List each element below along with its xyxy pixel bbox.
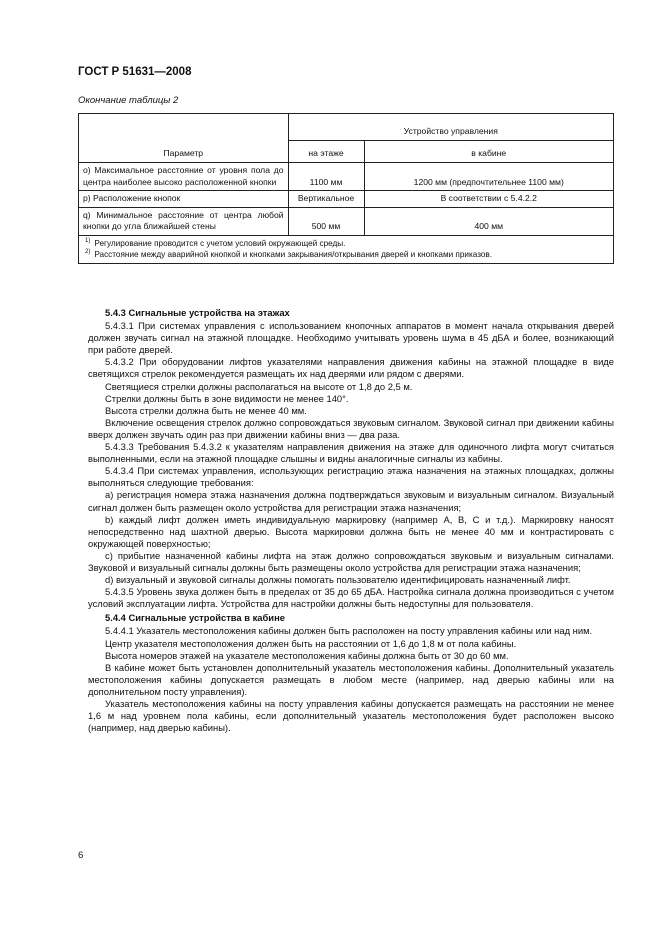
footnote-mark: 2) [85,249,91,256]
section-heading: 5.4.4 Сигнальные устройства в кабине [105,612,285,624]
paragraph: Высота стрелки должна быть не менее 40 мм. [105,404,307,416]
table-cell-floor: Вертикальное [288,191,364,208]
paragraph: Включение освещения стрелок должно сопровождаться звуковым сигналом. Звуковой сигнал при движении кабины вверх должен звучать один раз при движении кабины вниз — два раза. [88,416,614,440]
table-footnotes [79,235,614,263]
table-caption: Окончание таблицы 2 [78,95,179,106]
paragraph: 5.4.3.2 При оборудовании лифтов указателями направления движения кабины на этажной площадке в виде светящихся стрелок рекомендуется размещать их над дверями или рядом с дверями. [88,356,614,380]
table-header-device: Устройство управления [288,114,613,141]
table-cell-param: q) Минимальное расстояние от центра любой кнопки до угла ближайшей стены [79,207,289,235]
list-item: а) регистрация номера этажа назначения должна подтверждаться звуковым и визуальным сигналом. Визуальный сигнал должен быть размещен около устройства для регистрации этажа назначения; [88,489,614,513]
paragraph: 5.4.3.3 Требования 5.4.3.2 к указателям направления движения на этаже для одиночного лифта могут считаться выполненными, если на этажной площадке слышны и видны аналогичные сигналы из кабины. [88,441,614,465]
table-cell-floor: 1100 мм [288,163,364,191]
paragraph: Указатель местоположения кабины на посту управления кабины допускается размещать на расстоянии не менее 1,6 м над уровнем пола кабины, если дополнительный указатель местоположения будет расположен высоко (например, над дверью кабины). [88,698,614,734]
table-row [79,191,614,208]
table-header-cabin: в кабине [364,141,614,163]
table-cell-floor: 500 мм [288,207,364,235]
paragraph: Высота номеров этажей на указателе местоположения кабины должна быть от 30 до 60 мм. [105,649,509,661]
table-cell-cabin: В соответствии с 5.4.2.2 [364,191,614,208]
table-cell-cabin: 400 мм [364,207,614,235]
paragraph: Центр указателя местоположения должен быть на расстоянии от 1,6 до 1,8 м от пола кабины. [105,637,517,649]
section-heading: 5.4.3 Сигнальные устройства на этажах [105,307,290,318]
paragraph: Стрелки должны быть в зоне видимости не менее 140°. [105,392,349,404]
table-header-floor: на этаже [288,141,364,163]
footnote-text: Регулирование проводится с учетом условий окружающей среды. [94,238,346,248]
parameters-table [78,113,614,264]
table-cell-cabin: 1200 мм (предпочтительнее 1100 мм) [364,163,614,191]
list-item: d) визуальный и звуковой сигналы должны помогать пользователю идентифицировать назначенный лифт. [105,574,571,586]
paragraph: Светящиеся стрелки должны располагаться на высоте от 1,8 до 2,5 м. [105,380,413,392]
paragraph: 5.4.3.5 Уровень звука должен быть в пределах от 35 до 65 дБА. Настройка сигнала должна производиться с учетом условий эксплуатации лифта. Устройства для настройки должны быть недоступны для пользователя. [88,586,614,610]
table-cell-param: о) Максимальное расстояние от уровня пола до центра наиболее высоко расположенной кнопки [79,163,289,191]
table-cell-param: р) Расположение кнопок [79,191,289,208]
page-number: 6 [78,850,84,861]
footnote-mark: 1) [85,238,91,245]
list-item: с) прибытие назначенной кабины лифта на этаж должно сопровождаться звуковым и визуальным сигналами. Звуковой и визуальный сигналы должны быть размещены около устройства для регистрации этажа назначения; [88,549,614,573]
paragraph: 5.4.4.1 Указатель местоположения кабины должен быть расположен на посту управления кабины или над ним. [105,625,593,637]
paragraph: 5.4.3.1 При системах управления с использованием кнопочных аппаратов в момент начала открывания дверей должен звучать сигнал на этажной площадке. Необходимо учитывать уровень шума в 45 дБА и более, возникающий при работе дверей. [88,320,614,356]
paragraph: В кабине может быть установлен дополнительный указатель местоположения кабины. Дополнительный указатель местоположения кабины допускается размещать в любом месте (например, над дверью кабины или на дополнительном посту управления). [88,661,614,697]
document-header: ГОСТ Р 51631—2008 [78,66,192,78]
table-row [79,163,614,191]
paragraph: 5.4.3.4 При системах управления, использующих регистрацию этажа назначения на этажных площадках, должны выполняться следующие требования: [88,465,614,489]
table-header-parameter: Параметр [79,114,289,163]
footnote [85,249,607,260]
body-text [88,307,614,734]
list-item: b) каждый лифт должен иметь индивидуальную маркировку (например А, В, С и т.д.). Маркировку наносят непосредственно над шахтной дверью. Высота маркировки должна быть не менее 40 мм и контрастировать с окружающей поверхностью; [88,513,614,549]
table-row [79,207,614,235]
footnote [85,238,607,249]
footnote-text: Расстояние между аварийной кнопкой и кнопками закрывания/открывания дверей и кнопками приказов. [94,249,493,259]
